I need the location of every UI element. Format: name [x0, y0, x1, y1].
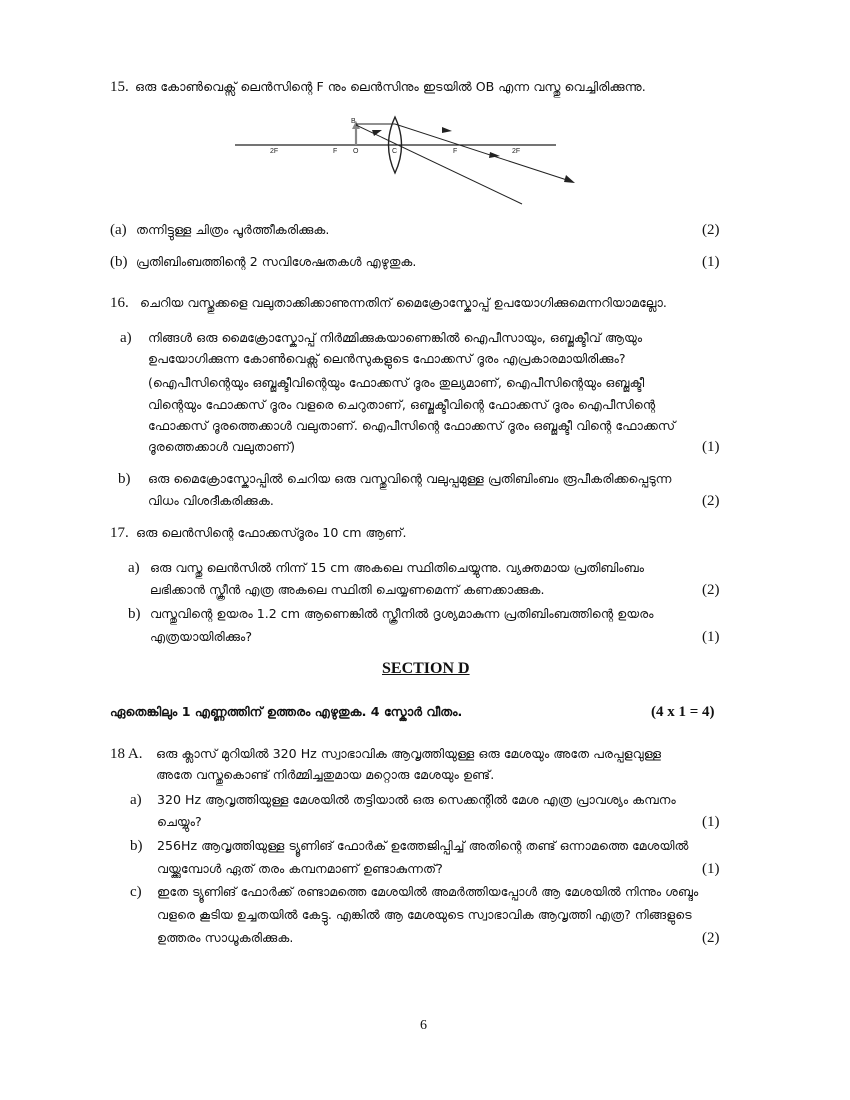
q17-a-line1: ഒരു വസ്തു ലെൻസിൽ നിന്ന് 15 cm അകലെ സ്ഥിതിചെയ്യുന്നു. വ്യക്തമായ പ്രതിബിംബം [150, 560, 645, 575]
section-d-title: SECTION D [382, 660, 470, 677]
page-number: 6 [420, 1018, 427, 1033]
label-2f-left: 2F [270, 148, 279, 155]
q18-c-line3: ഉത്തരം സാധൂകരിക്കുക. [157, 930, 294, 945]
q17-a-mark: (2) [702, 582, 720, 598]
q18-b-line1: 256Hz ആവൃത്തിയുള്ള ട്യൂണിങ് ഫോർക് ഉത്തേജിപ്പിച്ച് അതിന്റെ തണ്ട് ഒന്നാമത്തെ മേശയിൽ [157, 838, 689, 853]
q18-b-label: b) [130, 838, 143, 854]
refracted-ray-arrowhead [564, 175, 575, 183]
q15-b-label: (b) [110, 254, 128, 270]
q15-b-text: പ്രതിബിംബത്തിന്റെ 2 സവിശേഷതകൾ എഴുതുക. [136, 254, 417, 269]
q16-a-label: a) [120, 330, 132, 346]
q16-b-line2: വിധം വിശദീകരിക്കുക. [148, 493, 274, 508]
q18-c-label: c) [130, 884, 142, 900]
q18-a-line1: 320 Hz ആവൃത്തിയുള്ള മേശയിൽ തട്ടിയാൽ ഒരു സെക്കന്റിൽ മേശ എത്ര പ്രാവശ്യം കമ്പനം [157, 792, 676, 807]
label-2f-right: 2F [512, 148, 521, 155]
q17-a-line2: ലഭിക്കാൻ സ്ക്രീൻ എത്ര അകലെ സ്ഥിതി ചെയ്യണമെന്ന് കണക്കാക്കുക. [150, 582, 545, 597]
q16-b-mark: (2) [702, 493, 720, 509]
q18-a-line2: ചെയ്യും? [157, 814, 202, 829]
q15-a-label: (a) [110, 222, 127, 238]
q18-a-mark: (1) [702, 814, 720, 830]
q15-a-text: തന്നിട്ടുള്ള ചിത്രം പൂർത്തീകരിക്കുക. [136, 222, 330, 237]
label-o: O [353, 148, 359, 155]
refracted-ray [395, 124, 570, 181]
q17-b-line1: വസ്തുവിന്റെ ഉയരം 1.2 cm ആണെങ്കിൽ സ്ക്രീനിൽ ദൃശ്യമാകുന്ന പ്രതിബിംബത്തിന്റെ ഉയരം [150, 606, 654, 621]
q17-text: ഒരു ലെൻസിന്റെ ഫോക്കസ്ദൂരം 10 cm ആണ്. [136, 525, 407, 540]
q16-number: 16. [110, 295, 129, 311]
section-d-instruction: ഏതെങ്കിലും 1 എണ്ണത്തിന് ഉത്തരം എഴുതുക. 4 സ്കോർ വീതം. [110, 704, 463, 719]
q17-b-label: b) [128, 606, 141, 622]
label-b: B [351, 118, 356, 125]
q16-a-line1: നിങ്ങൾ ഒരു മൈക്രോസ്കോപ്പ് നിർമ്മിക്കുകയാണെങ്കിൽ ഐപീസായും, ഒബ്ജക്ടീവ് ആയും [148, 330, 643, 345]
section-d-score: (4 x 1 = 4) [651, 704, 715, 720]
q16-a-line3: (ഐപീസിന്റെയും ഒബ്ജക്ടീവിന്റെയും ഫോക്കസ് ദൂരം തുല്യമാണ്, ഐപീസിന്റെയും ഒബ്ജക്ടീ [148, 375, 645, 390]
q15-a-mark: (2) [702, 222, 720, 238]
label-c: C [392, 148, 398, 155]
q18-b-mark: (1) [702, 861, 720, 877]
q16-a-line6: ദൂരത്തെക്കാൾ വലുതാണ്) [148, 439, 296, 454]
q17-b-mark: (1) [702, 629, 720, 645]
q16-b-line1: ഒരു മൈക്രോസ്കോപ്പിൽ ചെറിയ ഒരു വസ്തുവിന്റെ വലുപ്പമുള്ള പ്രതിബിംബം രൂപീകരിക്കപ്പെടുന്ന [148, 471, 672, 486]
q17-b-line2: എത്രയായിരിക്കും? [150, 629, 253, 644]
central-ray [356, 125, 522, 204]
label-f-right: F [453, 148, 458, 155]
q16-a-line5: ഫോക്കസ് ദൂരത്തെക്കാൾ വലുതാണ്. ഐപീസിന്റെ ഫോക്കസ് ദൂരം ഒബ്ജക്ടീ വിന്റെ ഫോക്കസ് [148, 418, 676, 433]
q17-number: 17. [110, 525, 129, 541]
q18-a-label: a) [130, 792, 142, 808]
q17-a-label: a) [128, 560, 140, 576]
q18-line2: അതേ വസ്തുകൊണ്ട് നിർമ്മിച്ചതുമായ മറ്റൊരു മേശയും ഉണ്ട്. [156, 767, 495, 782]
refracted-arrowhead-2 [442, 127, 452, 133]
label-f-left: F [333, 148, 338, 155]
q18-c-line2: വളരെ കൂടിയ ഉച്ചതയിൽ കേട്ടു. എങ്കിൽ ആ മേശയുടെ സ്വാഭാവിക ആവൃത്തി എത്ര? നിങ്ങളുടെ [157, 907, 692, 922]
q18-line1: ഒരു ക്ലാസ് മുറിയിൽ 320 Hz സ്വാഭാവിക ആവൃത്തിയുള്ള ഒരു മേശയും അതേ പരപ്പളവുള്ള [156, 746, 662, 761]
q15-b-mark: (1) [702, 254, 720, 270]
q15-text: ഒരു കോൺവെക്സ് ലെൻസിന്റെ F നും ലെൻസിനും ഇടയിൽ OB എന്ന വസ്തു വെച്ചിരിക്കുന്നു. [135, 79, 646, 94]
q18-c-mark: (2) [702, 930, 720, 946]
q16-a-line4: വിന്റെയും ഫോക്കസ് ദൂരം വളരെ ചെറുതാണ്, ഒബ്ജക്ടീവിന്റെ ഫോക്കസ് ദൂരം ഐപീസിന്റെ [148, 397, 656, 412]
q18-number: 18 A. [110, 746, 143, 762]
refracted-arrowhead-3 [489, 152, 500, 158]
q16-a-mark: (1) [702, 439, 720, 455]
q15-number: 15. [110, 79, 129, 95]
q16-text: ചെറിയ വസ്തുക്കളെ വലുതാക്കിക്കാണുന്നതിന് മൈക്രോസ്കോപ്പ് ഉപയോഗിക്കുമെന്നറിയാമല്ലോ. [140, 295, 667, 310]
q18-b-line2: വയ്ക്കുമ്പോൾ ഏത് തരം കമ്പനമാണ് ഉണ്ടാകുന്നത്? [157, 861, 443, 876]
lens-ray-diagram [230, 112, 575, 208]
q18-c-line1: ഇതേ ട്യൂണിങ് ഫോർക്ക് രണ്ടാമത്തെ മേശയിൽ അമർത്തിയപ്പോൾ ആ മേശയിൽ നിന്നും ശബ്ദം [157, 884, 699, 899]
q16-b-label: b) [118, 471, 131, 487]
q16-a-line2: ഉപയോഗിക്കുന്ന കോൺവെക്സ് ലെൻസുകളുടെ ഫോക്കസ് ദൂരം എപ്രകാരമായിരിക്കും? [148, 351, 626, 366]
